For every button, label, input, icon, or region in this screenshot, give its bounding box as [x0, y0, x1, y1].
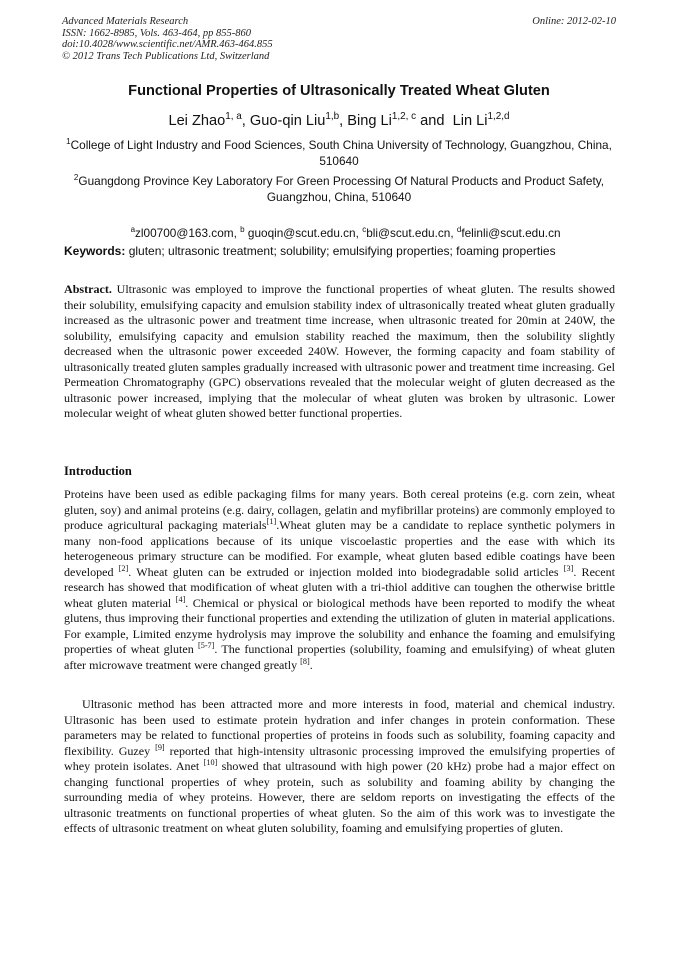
paragraph-text: . Recent research has showed that modification of wheat gluten with a tri-thiol additive can toughen the otherwise brittle wheat gluten material — [64, 564, 615, 610]
citation: [1] — [266, 516, 277, 526]
citation: [2] — [118, 563, 129, 573]
citation: [5-7] — [198, 640, 215, 650]
abstract-label: Abstract. — [64, 282, 112, 296]
paragraph-text: .Wheat gluten may be a candidate to replace synthetic polymers in many non-food applications because of its unique viscoelastic properties and the ease with which its heterogeneous primary structure can be modified. For example, wheat gluten based edible coatings have been developed — [64, 518, 616, 579]
author-name: Guo-qin Liu — [249, 113, 326, 129]
citation: [4] — [175, 594, 186, 604]
affiliation-1 — [64, 137, 614, 169]
paragraph-text: . Chemical or physical or biological methods have been reported to modify the wheat glutens, thus improving their functional properties and extending the utilization of gluten in material applications. For example, Limited enzyme hydrolysis may improve the solubility and enhance the foaming and emulsifying properties of wheat gluten — [64, 595, 616, 656]
author-affil-sup: 1,2,d — [487, 111, 510, 123]
author-and: and — [416, 113, 453, 129]
affiliation-text: College of Light Industry and Food Sciences, South China University of Technology, Guangzhou, China, 510640 — [70, 138, 612, 168]
abstract — [64, 282, 615, 422]
author-list — [40, 112, 638, 130]
keywords-label: Keywords: — [64, 244, 126, 258]
author-affil-sup: 1, a — [225, 111, 242, 123]
issn-line: ISSN: 1662-8985, Vols. 463-464, pp 855-860 — [62, 27, 251, 39]
citation: [3] — [563, 563, 574, 573]
section-heading-introduction: Introduction — [64, 464, 132, 478]
affiliation-sup: 2 — [73, 173, 79, 183]
citation: [10] — [203, 757, 218, 767]
author-affil-sup: 1,b — [325, 111, 340, 123]
online-date: Online: 2012-02-10 — [532, 16, 616, 27]
paragraph-text: Ultrasonic method has been attracted more and more interests in food, material and chemical industry. Ultrasonic has been used to estimate protein hydration and infer changes in protein conformation. These parameters may be related to functional properties of proteins in foods such as solubility, foaming capacity and flexibility. Guzey — [64, 697, 615, 758]
keywords-line — [64, 243, 618, 259]
author-affil-sup: 1,2, c — [391, 111, 417, 123]
email-address[interactable]: felinli@scut.edu.cn — [461, 226, 561, 240]
paragraph-text: . — [309, 657, 313, 672]
affiliation-sup: 1 — [66, 137, 71, 147]
email-address[interactable]: guoqin@scut.edu.cn, — [244, 226, 363, 240]
intro-paragraph-1 — [64, 487, 615, 673]
email-sup: b — [240, 225, 245, 235]
citation: [8] — [300, 656, 310, 666]
journal-header — [62, 16, 273, 62]
keywords-text: gluten; ultrasonic treatment; solubility; emulsifying properties; foaming properties — [125, 244, 556, 258]
affiliation-2 — [64, 173, 614, 205]
paragraph-text: . The functional properties (solubility, foaming and emulsifying) of wheat gluten after microwave treatment were changed greatly — [64, 642, 615, 672]
affiliation-text: Guangdong Province Key Laboratory For Green Processing Of Natural Products and Product Safety, Guangzhou, China, 510640 — [78, 174, 605, 204]
paper-title: Functional Properties of Ultrasonically Treated Wheat Gluten — [128, 83, 550, 99]
abstract-text: Ultrasonic was employed to improve the functional properties of wheat gluten. The results showed their solubility, emulsifying capacity and emulsion stability index of ultrasonically treated wheat gluten gradually increased as the ultrasonic power and treatment time increase, when ultrasonic treated for 20min at 240W, the solubility, emulsifying capacity and emulsion stability reached the maximum, then the solubility slightly decreased when the ultrasonic power exceeded 240W. However, the forming capacity and foam stability of ultrasonically treated gluten samples gradually increased with ultrasonic power and treatment time increasing. Gel Permeation Chromatography (GPC) observations revealed that the molecular weight of gluten decreased as the ultrasonic power increased, implying that the molecular of wheat gluten was broken by ultrasonic. Lower molecular weight of wheat gluten showed better functional properties. — [64, 282, 615, 420]
paragraph-text: Proteins have been used as edible packaging films for many years. Both cereal proteins (e.g. corn zein, wheat gluten, soy) and animal proteins (e.g. dairy, collagen, gelatin and myfibrillar proteins) are commonly employed to produce agricultural packaging materials — [64, 487, 615, 532]
email-sup: c — [362, 225, 367, 235]
paragraph-text: . Wheat gluten can be extruded or injection molded into biodegradable solid articles — [128, 564, 564, 579]
copyright-line: © 2012 Trans Tech Publications Ltd, Switzerland — [62, 50, 270, 62]
email-sup: d — [456, 225, 462, 235]
paragraph-text: reported that high-intensity ultrasonic processing improved the emulsifying properties of whey protein isolates. Anet — [64, 743, 615, 773]
author-name: Lin Li — [452, 113, 488, 129]
email-address[interactable]: bli@scut.edu.cn, — [366, 226, 457, 240]
citation: [9] — [155, 742, 165, 752]
paragraph-text: showed that ultrasound with high power (20 kHz) probe had a major effect on changing functional properties of whey protein, such as solubility and foaming ability by changing the surrounding media of whey proteins. However, there are seldom reports on investigating the effects of the ultrasonic treatments on functional properties of wheat gluten. So the aim of this work was to investigate the effects of ultrasonic treatment on wheat gluten solubility, foaming and emulsifying properties of gluten. — [64, 759, 615, 835]
email-address[interactable]: zl00700@163.com, — [135, 226, 241, 240]
author-separator: , — [241, 113, 250, 129]
intro-paragraph-2 — [64, 697, 615, 837]
doi-line: doi:10.4028/www.scientific.net/AMR.463-464.855 — [62, 39, 273, 50]
email-sup: a — [130, 225, 136, 235]
author-separator: , — [339, 113, 348, 129]
author-name: Bing Li — [347, 113, 392, 129]
author-name: Lei Zhao — [168, 113, 226, 129]
journal-name: Advanced Materials Research — [62, 16, 189, 27]
